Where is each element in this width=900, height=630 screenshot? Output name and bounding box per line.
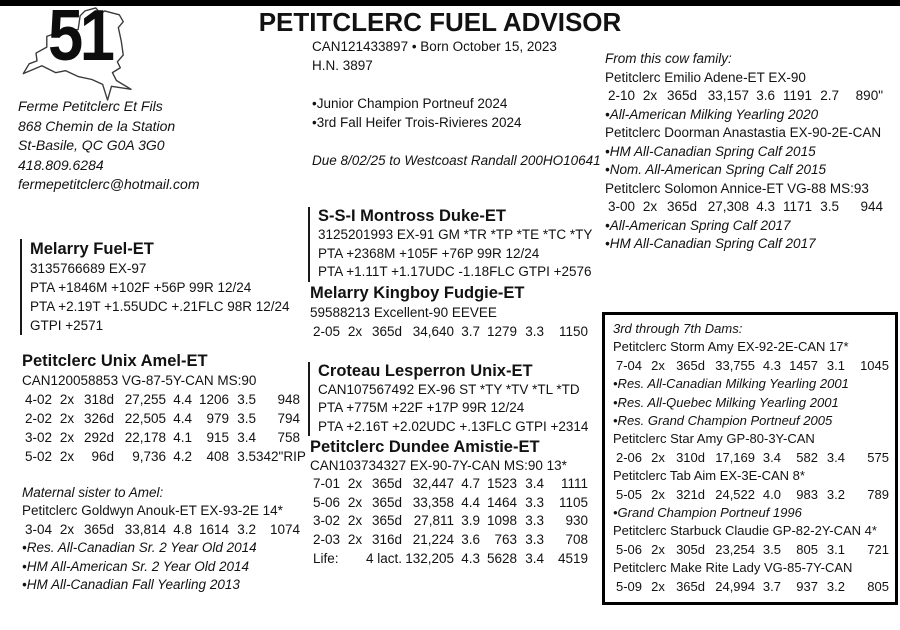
record-cell: 34,640 — [412, 324, 454, 339]
animal-awards-list — [312, 95, 601, 132]
pedigree-text-line: Petitclerc Star Amy GP-80-3Y-CAN — [613, 431, 815, 447]
lactation-record-row — [613, 357, 889, 375]
record-cell: 365d — [371, 324, 402, 339]
record-cell: 4.2 — [173, 449, 192, 464]
pedigree-text-line: Petitclerc Starbuck Claudie GP-82-2Y-CAN 4* — [613, 523, 877, 539]
record-cell: 5-02 — [25, 449, 53, 464]
note-line: •Res. All-Quebec Milking Yearling 2001 — [613, 394, 839, 410]
record-cell: 3-02 — [25, 430, 53, 445]
record-cell: 2x — [347, 494, 363, 510]
record-cell: 915 — [206, 430, 229, 445]
record-cell: 4.8 — [173, 521, 192, 537]
animal-name-line: Melarry Fuel-ET — [30, 240, 154, 258]
record-cell: 3.4 — [525, 550, 544, 566]
record-cell: 890" — [855, 88, 883, 103]
record-cell: 1523 — [486, 476, 517, 492]
record-cell: 342"RIP — [256, 449, 306, 464]
pedigree-text-line: PTA +1846M +102F +56P 99R 12/24 — [30, 280, 252, 295]
lactation-record-row — [310, 322, 600, 341]
pedigree-text-line: GTPI +2571 — [30, 318, 104, 333]
record-cell: 33,157 — [707, 88, 749, 103]
record-cell: 983 — [796, 486, 818, 502]
record-cell: 1045 — [860, 357, 889, 373]
note-line: St-Basile, QC G0A 3G0 — [18, 137, 165, 153]
dam-dam-block-dundee-amistie — [310, 438, 600, 568]
pedigree-text-line: Petitclerc Goldwyn Anouk-ET EX-93-2E 14* — [22, 503, 283, 519]
pedigree-text-line: CAN120058853 VG-87-5Y-CAN MS:90 — [22, 373, 257, 388]
record-cell: 9,736 — [132, 449, 166, 464]
record-cell: 2-06 — [616, 449, 643, 465]
record-cell: 2x — [59, 411, 75, 426]
record-cell: 937 — [796, 578, 818, 594]
lactation-record-row — [605, 87, 897, 106]
record-cell: 365d — [371, 494, 402, 510]
record-cell: 3.3 — [525, 513, 544, 529]
breeder-contact-block — [18, 97, 200, 195]
record-cell: 321d — [676, 486, 705, 502]
sire-sire-block-montross-duke — [308, 207, 608, 282]
pedigree-text-line: Petitclerc Storm Amy EX-92-2E-CAN 17* — [613, 339, 849, 355]
record-cell: 2x — [651, 541, 665, 557]
lactation-record-row — [605, 198, 897, 217]
record-cell: 1614 — [198, 521, 229, 537]
note-line: •Grand Champion Portneuf 1996 — [613, 505, 802, 521]
lactation-record-row — [613, 486, 889, 504]
record-cell: 1105 — [558, 494, 588, 510]
record-cell: 3.5 — [820, 199, 839, 214]
record-cell: 3.3 — [525, 324, 544, 339]
record-cell: 1206 — [198, 392, 229, 407]
pedigree-text-line: Petitclerc Solomon Annice-ET VG-88 MS:93 — [605, 180, 869, 196]
record-cell: 3.6 — [756, 88, 775, 103]
record-cell — [345, 550, 365, 569]
record-cell: 3.4 — [762, 449, 781, 465]
page-title: PETITCLERC FUEL ADVISOR — [258, 7, 622, 37]
record-cell: 3-02 — [313, 513, 341, 529]
record-cell: 2x — [651, 357, 665, 373]
lactation-record-row — [22, 428, 317, 447]
pedigree-text-line: Petitclerc Doorman Anastastia EX-90-2E-CAN — [605, 125, 882, 140]
note-line: 418.809.6284 — [18, 156, 104, 173]
record-cell: 575 — [867, 449, 889, 465]
pedigree-text-line: CAN107567492 EX-96 ST *TY *TV *TL *TD — [318, 381, 580, 397]
record-cell: 33,358 — [412, 494, 454, 510]
record-cell: 763 — [494, 531, 517, 547]
record-cell: 4.4 — [173, 411, 192, 426]
pedigree-text-line: CAN103734327 EX-90-7Y-CAN MS:90 13* — [310, 457, 567, 473]
lactation-record-row — [310, 494, 600, 513]
note-line: •Nom. All-American Spring Calf 2015 — [605, 162, 827, 177]
record-cell: 2x — [642, 199, 658, 214]
record-cell: 3.3 — [525, 494, 544, 510]
animal-name-line: Croteau Lesperron Unix-ET — [318, 362, 533, 380]
record-cell: 365d — [83, 521, 114, 537]
note-line: •Res. All-Canadian Milking Yearling 2001 — [613, 376, 849, 392]
pedigree-text-line: PTA +2.19T +1.55UDC +.21FLC 98R 12/24 — [30, 299, 290, 314]
record-cell: 365d — [666, 88, 697, 103]
record-cell: 2x — [651, 578, 665, 594]
animal-name-line: Melarry Kingboy Fudgie-ET — [310, 284, 525, 302]
record-cell: 805 — [796, 541, 818, 557]
record-cell: 3.5 — [237, 411, 256, 426]
record-cell: 310d — [676, 449, 705, 465]
record-cell: 3-04 — [25, 521, 53, 537]
record-cell: 758 — [277, 430, 300, 445]
record-cell: 21,224 — [412, 531, 454, 547]
dams-history-box — [602, 312, 898, 605]
pedigree-text-line: Petitclerc Emilio Adene-ET EX-90 — [605, 69, 806, 85]
lactation-record-row — [613, 541, 889, 559]
note-line: •All-American Milking Yearling 2020 — [605, 106, 819, 122]
record-cell: 1098 — [486, 513, 517, 529]
record-cell: 2x — [347, 476, 363, 492]
record-cell: 1111 — [560, 476, 588, 492]
record-cell: 5-06 — [313, 494, 341, 510]
record-cell: 2x — [642, 88, 658, 103]
record-cell: 3.5 — [237, 392, 256, 407]
record-cell: Life: — [313, 550, 339, 566]
record-cell: 2x — [347, 513, 363, 529]
record-cell: 4.1 — [173, 430, 192, 445]
animal-name-line: Petitclerc Unix Amel-ET — [22, 352, 208, 370]
record-cell: 1150 — [558, 324, 588, 339]
record-cell: 3.2 — [826, 578, 845, 594]
record-cell: 365d — [371, 476, 402, 492]
pedigree-text-line: PTA +2.16T +2.02UDC +.13FLC GTPI +2314 — [318, 418, 589, 434]
lot-number: 51 — [48, 0, 112, 76]
animal-name-line: Petitclerc Dundee Amistie-ET — [310, 438, 540, 456]
record-cell: 3.3 — [525, 531, 544, 547]
record-cell: 3.4 — [237, 430, 256, 445]
herd-number-line: H.N. 3897 — [312, 57, 373, 73]
record-cell: 2x — [59, 449, 75, 464]
record-cell: 2-02 — [25, 411, 53, 426]
record-cell: 5628 — [486, 550, 517, 566]
lactation-record-row — [613, 578, 889, 596]
record-cell: 3.4 — [525, 476, 544, 492]
note-line: 868 Chemin de la Station — [18, 117, 176, 134]
record-cell: 1171 — [782, 199, 812, 214]
dam-block-unix-amel — [22, 351, 317, 466]
record-cell: 3-00 — [608, 199, 636, 214]
animal-info-block — [312, 38, 601, 171]
record-cell: 5-09 — [616, 578, 643, 594]
record-cell: 27,308 — [707, 199, 749, 214]
record-cell: 930 — [565, 513, 588, 529]
record-cell: 794 — [277, 411, 300, 426]
record-cell: 4.4 — [461, 494, 480, 510]
sire-block-melarry-fuel — [20, 239, 320, 335]
lot-badge — [18, 0, 154, 104]
lactation-record-row — [22, 447, 317, 466]
pedigree-text-line: PTA +1.11T +1.17UDC -1.18FLC GTPI +2576 — [318, 264, 592, 280]
record-cell: 7-04 — [616, 357, 643, 373]
record-cell: 4.3 — [461, 550, 480, 566]
note-line: •Res. Grand Champion Portneuf 2005 — [613, 413, 833, 429]
lactation-record-row — [22, 409, 317, 428]
due-date-line: Due 8/02/25 to Westcoast Randall 200HO10641 — [312, 153, 601, 168]
record-cell: 3.9 — [461, 513, 480, 529]
record-cell: 408 — [206, 449, 229, 464]
record-cell: 2-10 — [608, 88, 636, 103]
record-cell: 22,178 — [124, 430, 166, 445]
record-cell: 4519 — [557, 550, 588, 566]
note-line: •HM All-Canadian Spring Calf 2017 — [605, 236, 816, 251]
record-cell: 2x — [59, 430, 75, 445]
lactation-record-row — [613, 449, 889, 467]
note-line: •All-American Spring Calf 2017 — [605, 217, 791, 233]
pedigree-text-line: Petitclerc Tab Aim EX-3E-CAN 8* — [613, 468, 805, 484]
record-cell: 3.4 — [826, 449, 845, 465]
note-line: •HM All-Canadian Fall Yearling 2013 — [22, 577, 240, 593]
sire-dam-block-kingboy-fudgie — [310, 283, 600, 341]
lactation-record-row — [310, 475, 600, 494]
record-cell: 1074 — [269, 521, 300, 537]
record-cell: 2x — [651, 486, 665, 502]
record-cell: 2x — [59, 392, 75, 407]
record-cell: 789 — [867, 486, 889, 502]
record-cell: 32,447 — [412, 476, 454, 492]
record-cell: 948 — [277, 392, 300, 407]
record-cell: 3.6 — [461, 531, 480, 547]
record-cell: 4.7 — [461, 476, 480, 492]
cow-family-block — [605, 50, 897, 254]
note-line: •HM All-American Sr. 2 Year Old 2014 — [22, 558, 250, 574]
record-cell: 2.7 — [820, 88, 839, 103]
record-cell: 33,755 — [715, 357, 755, 373]
record-cell: 944 — [860, 199, 883, 214]
record-cell: 7-01 — [313, 476, 341, 492]
record-cell: 805 — [867, 578, 889, 594]
note-line: Maternal sister to Amel: — [22, 485, 164, 500]
record-cell: 979 — [206, 411, 229, 426]
record-cell: 3.1 — [826, 541, 845, 557]
record-cell: 292d — [83, 430, 114, 445]
pedigree-text-line: PTA +775M +22F +17P 99R 12/24 — [318, 400, 525, 416]
lactation-record-row — [310, 531, 600, 550]
lactation-record-row — [22, 390, 317, 409]
record-cell: 96d — [91, 449, 114, 464]
record-cell: 4.3 — [762, 357, 781, 373]
record-cell: 318d — [83, 392, 114, 407]
note-line: fermepetitclerc@hotmail.com — [18, 176, 200, 192]
record-cell: 27,255 — [124, 392, 166, 407]
record-cell: 5-05 — [616, 486, 643, 502]
record-cell: 22,505 — [124, 411, 166, 426]
record-cell: 2-05 — [313, 324, 341, 339]
record-cell: 1279 — [486, 324, 517, 339]
record-cell: 4.3 — [756, 199, 775, 214]
record-cell: 33,814 — [124, 521, 166, 537]
note-line: •3rd Fall Heifer Trois-Rivieres 2024 — [312, 114, 522, 130]
record-cell: 3.5 — [762, 541, 781, 557]
record-cell: 1457 — [789, 357, 818, 373]
record-cell: 2x — [347, 531, 363, 547]
dam-sire-block-lesperron-unix — [308, 362, 608, 436]
note-line: From this cow family: — [605, 51, 732, 66]
note-line: •Res. All-Canadian Sr. 2 Year Old 2014 — [22, 540, 257, 556]
record-cell: 3.2 — [826, 486, 845, 502]
record-cell: 2x — [651, 449, 665, 465]
lactation-record-row — [22, 521, 317, 539]
lactation-record-row — [310, 550, 600, 569]
record-cell: 132,205 — [405, 550, 454, 566]
record-cell: 326d — [83, 411, 114, 426]
record-cell: 3.2 — [237, 521, 256, 537]
record-cell: 3.5 — [237, 449, 256, 464]
record-cell: 365d — [666, 199, 697, 214]
record-cell: 365d — [676, 357, 705, 373]
record-cell: 1464 — [486, 494, 517, 510]
record-cell: 23,254 — [715, 541, 755, 557]
record-cell: 17,169 — [715, 449, 755, 465]
record-cell: 4-02 — [25, 392, 53, 407]
record-cell: 4 lact. — [365, 550, 402, 566]
record-cell: 305d — [676, 541, 705, 557]
record-cell: 2x — [59, 521, 75, 537]
pedigree-text-line: 59588213 Excellent-90 EEVEE — [310, 305, 497, 320]
lactation-record-row — [310, 512, 600, 531]
record-cell: 3.7 — [762, 578, 781, 594]
record-cell: 4.4 — [173, 392, 192, 407]
note-line: •Junior Champion Portneuf 2024 — [312, 96, 508, 111]
record-cell: 365d — [371, 513, 402, 529]
note-line: 3rd through 7th Dams: — [613, 321, 743, 336]
record-cell: 365d — [676, 578, 705, 594]
record-cell: 5-06 — [616, 541, 643, 557]
record-cell: 2x — [347, 324, 363, 339]
registration-born-line: CAN121433897 • Born October 15, 2023 — [312, 39, 557, 54]
record-cell: 582 — [796, 449, 818, 465]
record-cell: 708 — [565, 531, 588, 547]
record-cell: 24,994 — [715, 578, 755, 594]
record-cell: 2-03 — [313, 531, 341, 547]
animal-name-line: S-S-I Montross Duke-ET — [318, 207, 506, 225]
record-cell: 3.7 — [461, 324, 480, 339]
note-line: Ferme Petitclerc Et Fils — [18, 98, 163, 114]
record-cell: 1191 — [782, 88, 812, 103]
record-cell: 27,811 — [413, 513, 454, 529]
pedigree-text-line: 3135766689 EX-97 — [30, 261, 147, 276]
record-cell: 4.0 — [762, 486, 781, 502]
pedigree-text-line: PTA +2368M +105F +76P 99R 12/24 — [318, 245, 540, 261]
record-cell: 316d — [371, 531, 402, 547]
record-cell: 24,522 — [715, 486, 755, 502]
pedigree-text-line: 3125201993 EX-91 GM *TR *TP *TE *TC *TY — [318, 226, 593, 242]
record-cell: 3.1 — [826, 357, 845, 373]
maternal-sister-block — [22, 484, 317, 594]
pedigree-text-line: Petitclerc Make Rite Lady VG-85-7Y-CAN — [613, 560, 853, 576]
record-cell: 721 — [867, 541, 889, 557]
note-line: •HM All-Canadian Spring Calf 2015 — [605, 143, 816, 159]
